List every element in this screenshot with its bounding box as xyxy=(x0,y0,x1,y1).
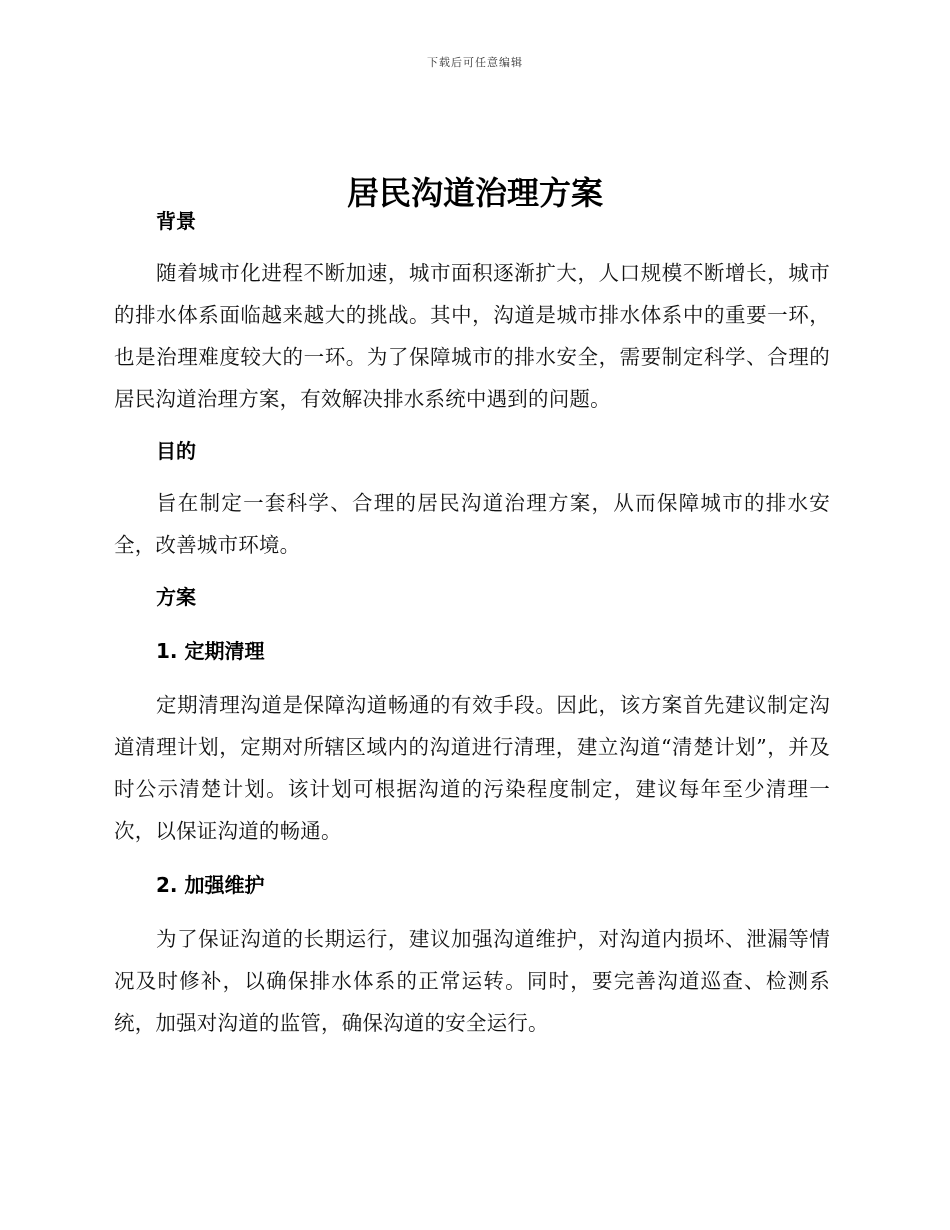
heading-background: 背景 xyxy=(156,209,196,233)
header-note: 下载后可任意编辑 xyxy=(427,56,523,69)
heading-goal: 目的 xyxy=(156,439,196,463)
paragraph-strengthen-maintenance: 为了保证沟道的长期运行，建议加强沟道维护，对沟道内损坏、泄漏等情况及时修补，以确保排水体系的正常运转。同时，要完善沟道巡查、检测系统，加强对沟道的监管，确保沟道的安全运行。 xyxy=(114,927,830,1035)
document-body xyxy=(114,200,830,1044)
heading-regular-cleaning: 1. 定期清理 xyxy=(156,639,265,663)
page-title: 居民沟道治理方案 xyxy=(346,174,603,213)
paragraph-regular-cleaning: 定期清理沟道是保障沟道畅通的有效手段。因此，该方案首先建议制定沟道清理计划，定期对所辖区域内的沟道进行清理，建立沟道“清楚计划”，并及时公示清楚计划。该计划可根据沟道的污染程度制定，建议每年至少清理一次，以保证沟道的畅通。 xyxy=(114,693,830,843)
paragraph-background: 随着城市化进程不断加速，城市面积逐渐扩大，人口规模不断增长，城市的排水体系面临越来越大的挑战。其中，沟道是城市排水体系中的重要一环，也是治理难度较大的一环。为了保障城市的排水安全，需要制定科学、合理的居民沟道治理方案，有效解决排水系统中遇到的问题。 xyxy=(114,261,830,411)
paragraph-goal: 旨在制定一套科学、合理的居民沟道治理方案，从而保障城市的排水安全，改善城市环境。 xyxy=(114,491,830,557)
heading-plan: 方案 xyxy=(156,585,196,609)
heading-strengthen-maintenance: 2. 加强维护 xyxy=(156,873,265,897)
